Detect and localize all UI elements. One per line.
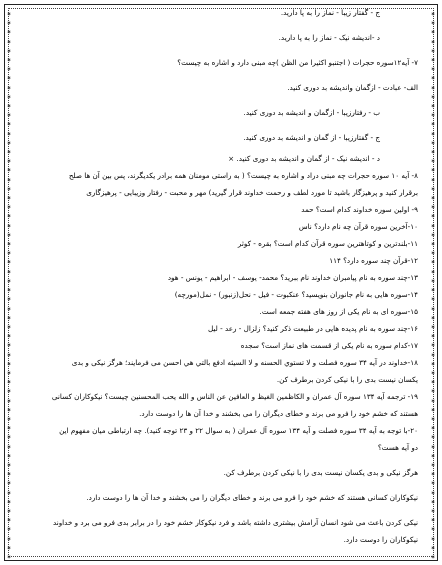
option-line: الف- عبادت - ازگمان وانديشه بد دوری کنيد. [287, 83, 418, 92]
option-line: ج - گفتار زيبا - نماز را به پا داريد. [280, 8, 380, 17]
answer-line: برقرار کنيد و پرهيزگار باشيد تا مورد لطف و رحمت خداوند قرار گيريد) مهر و محبت - رفتار وزيبايی - پرهيزگاری [86, 188, 418, 197]
option-line: د -انديشه نيک - نماز را به پا داريد. [278, 33, 380, 42]
question-line: ۸- آيه ۱۰ سوره حجرات چه مبنی دراد و اشاره به چيست؟ ( به راستی مومنان همه برادر يکديگرند، پس بين آن ها صلح [68, 171, 418, 180]
answer-line: هستند که خشم خود را فرو می برند و خطای ديگران را می بخشند و خدا آن ها را دوست دارد. [139, 409, 418, 418]
question-line: ۲۰-با توجه به آيه ۳۴ سوره فصلت و آيه ۱۳۴ سوره آل عمران ( به سوال ۲۲ و ۲۳ توجه کنيد). چه ارتباطی ميان مفهوم اين [59, 426, 418, 435]
document-body [22, 8, 418, 557]
answer-line: نيکوکاران کسانی هستند که خشم خود را فرو می برند و خطای ديگران را می بخشند و خدا آن ها را دوست دارد. [86, 493, 418, 502]
option-line: ج - گفتارزيبا - از گمان و انديشه بد دوری کنيد. [243, 133, 380, 142]
answer-line: نيکی کردن باعث می شود انسان آرامش بيشتری داشته باشد و فرد نيکوکار خشم خود را در برابر بدی فرو می برد و خداوند [52, 518, 418, 527]
answer-line: نيکوکاران را دوست دارد. [343, 535, 418, 544]
question-line: ۷- آيه۱۲سوره حجرات ( اجتنبو اکثيرا من الظن )چه مبنی دارد و اشاره به چيست؟ [177, 58, 418, 67]
question-line: ۱۴-سوره هايی به نام جانوران بنويسيد؟ عنکبوت - فيل - نحل(زنبور) - نمل(مورچه) [174, 290, 418, 299]
question-line: ۱۳-چند سوره به نام پيامبران خداوند نام ببريد؟ محمد- يوسف - ابراهيم - يونس - هود [167, 273, 418, 282]
question-line: ۱۵-سوره ای به نام يکی از روز های هفته جمعه است. [259, 307, 418, 316]
option-line: د - انديشه نيک - از گمان و انديشه بد دوری کنيد. × [228, 154, 380, 163]
question-line: ۱۹- ترجمه آيه ۱۳۴ سوره آل عمران و الکاظمين الغيظ و العافين عن الناس و الله يحب المحسنين چيست؟ نيکوکاران کسانی [51, 392, 418, 401]
question-line: ۱۱-بلندترين و کوتاهترين سوره قرآن کدام است؟ بقره - کوثر [237, 239, 418, 248]
answer-line: يکسان نيست بدی را با نيکی کردن برطرف کن. [276, 375, 418, 384]
option-line: ب - رفتارزيبا - ازگمان و انديشه بد دوری کنيد. [243, 108, 380, 117]
question-line: ۱۷-کدام سوره به نام يکی از قسمت های نماز است؟ سجده [240, 341, 418, 350]
star-border-right: ✶ ✶ ✶ ✶ ✶ ✶ ✶ ✶ ✶ ✶ ✶ ✶ ✶ ✶ ✶ ✶ ✶ ✶ ✶ ✶ ✶ ✶ ✶ ✶ ✶ ✶ ✶ ✶ ✶ ✶ ✶ ✶ ✶ ✶ ✶ ✶ ✶ ✶ ✶ ✶ ✶ ✶ ✶ ✶ ✶ ✶ ✶ ✶ ✶ ✶ ✶ ✶ ✶ ✶ ✶ ✶ ✶ ✶ ✶ ✶ [430, 11, 436, 561]
question-line: دو آيه هست؟ [377, 443, 418, 452]
question-line: ۱۸-خداوند در آيه ۳۴ سوره فصلت و لا تستوي الحسنه و لا السيئه ادفع بالتي هي احسن می فرمايند؛ هرگز نيکی و بدی [71, 358, 418, 367]
answer-line: هرگز نيکی و بدی يکسان نيست بدی را با نيکی کردن برطرف کن. [223, 468, 418, 477]
question-line: ۱۰-آخرين سوره قرآن چه نام دارد؟ ناس [298, 222, 418, 231]
question-line: ۱۲-قرآن چند سوره دارد؟ ۱۱۴ [329, 256, 418, 265]
question-line: ۱۶-چند سوره به نام پديده هايی در طبيعت ذکر کنيد؟ زلزال - رعد - ليل [207, 324, 418, 333]
star-border-left: ✶ ✶ ✶ ✶ ✶ ✶ ✶ ✶ ✶ ✶ ✶ ✶ ✶ ✶ ✶ ✶ ✶ ✶ ✶ ✶ ✶ ✶ ✶ ✶ ✶ ✶ ✶ ✶ ✶ ✶ ✶ ✶ ✶ ✶ ✶ ✶ ✶ ✶ ✶ ✶ ✶ ✶ ✶ ✶ ✶ ✶ ✶ ✶ ✶ ✶ ✶ ✶ ✶ ✶ ✶ ✶ ✶ ✶ ✶ ✶ [6, 11, 12, 561]
question-line: ۹- اولين سوره خداوند کدام است؟ حمد [301, 205, 418, 214]
